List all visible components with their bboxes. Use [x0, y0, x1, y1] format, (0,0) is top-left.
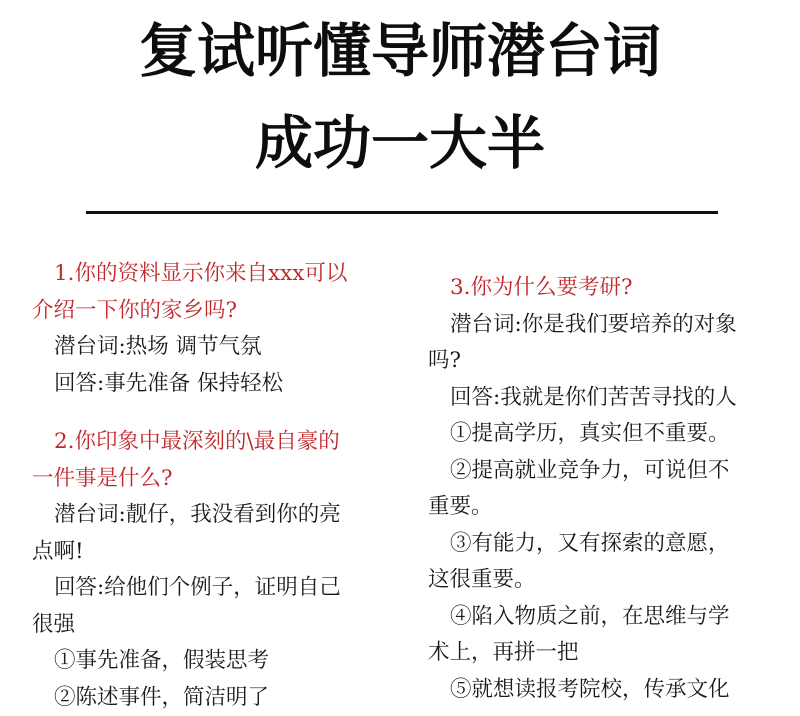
- question-2-answer-line2: 很强: [32, 607, 372, 644]
- question-3-answer: 回答:我就是你们苦苦寻找的人: [428, 380, 773, 417]
- question-3-subtext-line1: 潜台词:你是我们要培养的对象: [428, 307, 773, 344]
- point-2-line2: 重要。: [428, 489, 773, 526]
- question-1-line1: 1.你的资料显示你来自xxx可以: [32, 256, 372, 293]
- point-4-line1: ④陷入物质之前，在思维与学: [428, 599, 773, 636]
- point-5: ⑤就想读报考院校，传承文化: [428, 672, 773, 709]
- point-3-line1: ③有能力，又有探索的意愿，: [428, 526, 773, 563]
- question-2-line1: 2.你印象中最深刻的\最自豪的: [32, 424, 372, 461]
- question-3-subtext-line2: 吗?: [428, 343, 773, 380]
- title-divider: [86, 211, 718, 214]
- point-1: ①提高学历，真实但不重要。: [428, 416, 773, 453]
- right-column: [428, 270, 773, 708]
- point-4-line2: 术上，再拼一把: [428, 635, 773, 672]
- question-2-point-2: ②陈述事件，简洁明了: [32, 680, 372, 716]
- question-1-answer: 回答:事先准备 保持轻松: [32, 366, 372, 403]
- point-3-line2: 这很重要。: [428, 562, 773, 599]
- question-1-subtext: 潜台词:热场 调节气氛: [32, 329, 372, 366]
- question-2-answer-line1: 回答:给他们个例子，证明自己: [32, 570, 372, 607]
- page-title-line1: 复试听懂导师潜台词: [0, 22, 800, 80]
- question-1-line2: 介绍一下你的家乡吗?: [32, 293, 372, 330]
- question-2-line2: 一件事是什么?: [32, 461, 372, 498]
- left-column: [32, 256, 372, 716]
- page-title-line2: 成功一大半: [0, 114, 800, 172]
- question-2-point-1: ①事先准备，假装思考: [32, 643, 372, 680]
- question-2-subtext-line1: 潜台词:靓仔，我没看到你的亮: [32, 497, 372, 534]
- question-3: 3.你为什么要考研?: [428, 270, 773, 307]
- point-2-line1: ②提高就业竞争力，可说但不: [428, 453, 773, 490]
- question-2-subtext-line2: 点啊!: [32, 534, 372, 571]
